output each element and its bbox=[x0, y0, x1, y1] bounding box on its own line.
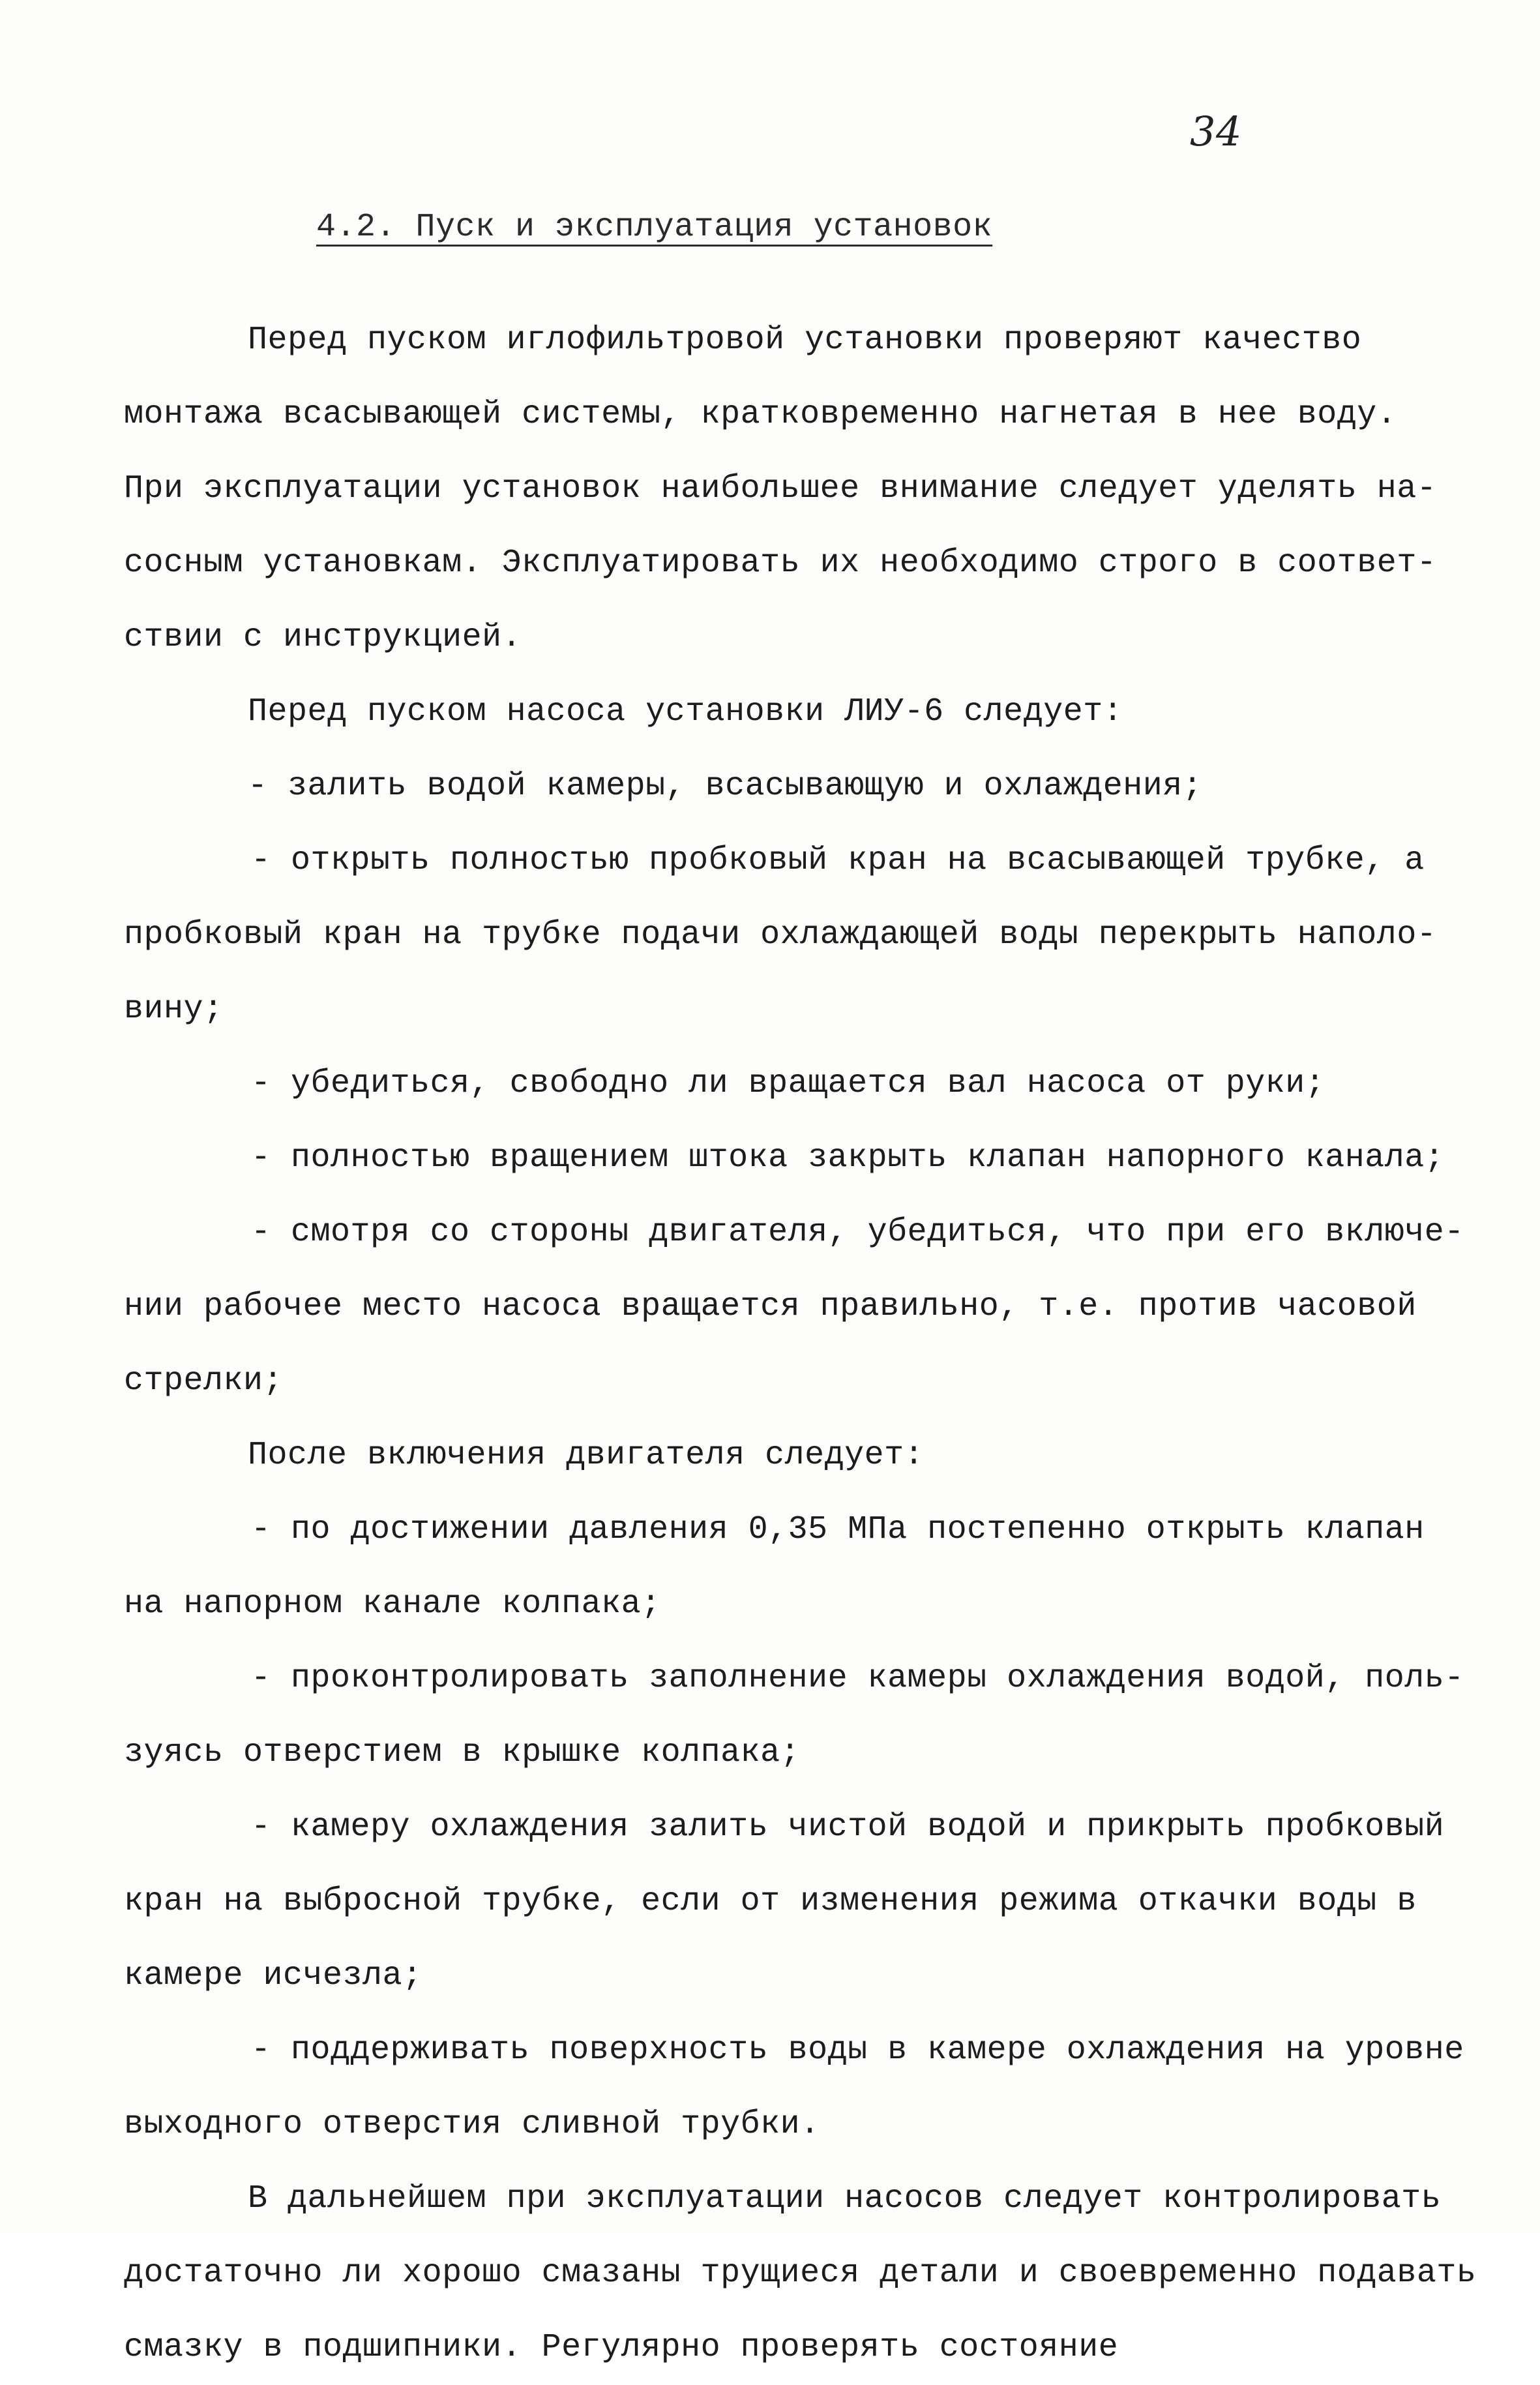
text-line: - по достижении давления 0,35 МПа постепенно открыть клапан bbox=[251, 1511, 1425, 1548]
text-line: ствии с инструкцией. bbox=[124, 619, 522, 656]
body-text bbox=[124, 303, 1477, 2385]
section-heading: 4.2. Пуск и эксплуатация установок bbox=[316, 209, 993, 246]
text-line: - открыть полностью пробковый кран на всасывающей трубке, а bbox=[251, 842, 1425, 879]
text-line: При эксплуатации установок наибольшее внимание следует уделять на- bbox=[124, 470, 1437, 507]
text-line: - камеру охлаждения залить чистой водой и прикрыть пробковый bbox=[251, 1808, 1445, 1846]
text-line: камере исчезла; bbox=[124, 1957, 422, 1994]
text-line: смазку в подшипники. Регулярно проверять состояние bbox=[124, 2329, 1119, 2366]
text-line: Перед пуском иглофильтровой установки проверяют качество bbox=[248, 322, 1362, 359]
text-line: Перед пуском насоса установки ЛИУ-6 следует: bbox=[248, 693, 1123, 730]
text-line: - полностью вращением штока закрыть клапан напорного канала; bbox=[251, 1139, 1445, 1177]
text-line: стрелки; bbox=[124, 1362, 284, 1400]
text-line: монтажа всасывающей системы, кратковременно нагнетая в нее воду. bbox=[124, 396, 1397, 433]
text-line: - убедиться, свободно ли вращается вал насоса от руки; bbox=[251, 1065, 1325, 1102]
page-number: 34 bbox=[1190, 108, 1242, 155]
text-line: кран на выбросной трубке, если от изменения режима откачки воды в bbox=[124, 1883, 1417, 1920]
text-line: сосным установкам. Эксплуатировать их необходимо строго в соответ- bbox=[124, 545, 1437, 582]
text-line: вину; bbox=[124, 991, 224, 1028]
text-line: на напорном канале колпака; bbox=[124, 1585, 661, 1623]
text-line: выходного отверстия сливной трубки. bbox=[124, 2106, 820, 2143]
text-line: достаточно ли хорошо смазаны трущиеся детали и своевременно подавать bbox=[124, 2255, 1477, 2292]
text-line: - смотря со стороны двигателя, убедиться, что при его включе- bbox=[251, 1214, 1464, 1251]
text-line: зуясь отверстием в крышке колпака; bbox=[124, 1734, 801, 1771]
text-line: пробковый кран на трубке подачи охлаждающей воды перекрыть наполо- bbox=[124, 916, 1437, 953]
text-line: нии рабочее место насоса вращается правильно, т.е. против часовой bbox=[124, 1288, 1417, 1325]
text-line: - проконтролировать заполнение камеры охлаждения водой, поль- bbox=[251, 1660, 1464, 1697]
text-line: После включения двигателя следует: bbox=[248, 1437, 925, 1474]
text-line: - поддерживать поверхность воды в камере охлаждения на уровне bbox=[251, 2032, 1464, 2069]
text-line: В дальнейшем при эксплуатации насосов следует контролировать bbox=[248, 2180, 1442, 2217]
text-line: - залить водой камеры, всасывающую и охлаждения; bbox=[248, 768, 1203, 805]
